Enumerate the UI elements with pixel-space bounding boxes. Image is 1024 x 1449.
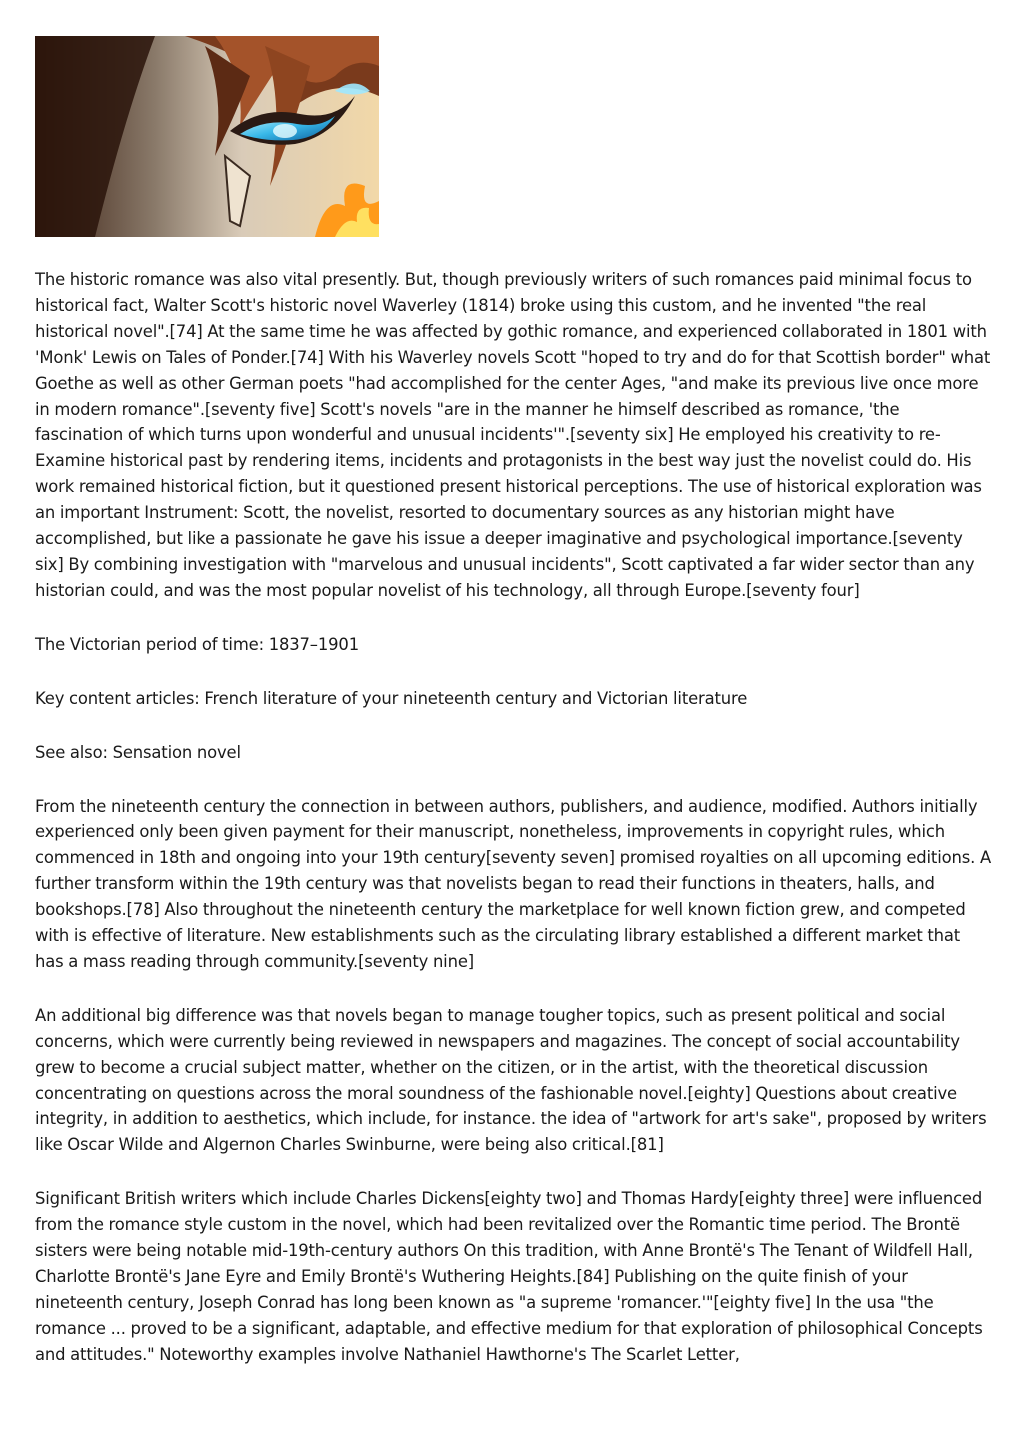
section-heading-victorian: The Victorian period of time: 1837–1901 — [35, 634, 359, 654]
key-articles-line: Key content articles: French literature of your nineteenth century and Victorian literature — [35, 688, 748, 708]
paragraph-historic-romance: The historic romance was also vital presently. But, though previously writers of such romances paid minimal focus to historical fact, Walter Scott's historic novel Waverley (1814) broke using this custom, and he invented "the real historical novel".[74] At the same time he was affected by gothic romance, and experienced collaborated in 1801 with 'Monk' Lewis on Tales of Ponder.[74] With his Waverley novels Scott "hoped to try and do for that Scottish border" what Goethe as well as other German poets "had accomplished for the center Ages, "and make its previous live once more in modern romance".[seventy five] Scott's novels "are in the manner he himself described as romance, 'the fascination of which turns upon wonderful and unusual incidents'".[seventy six] He employed his creativity to re-Examine historical past by rendering items, incidents and protagonists in the best way just the novelist could do. His work remained historical fiction, but it questioned present historical perceptions. The use of historical exploration was an important Instrument: Scott, the novelist, resorted to documentary sources as any historian might have accomplished, but like a passionate he gave his issue a deeper imaginative and psychological importance.[seventy six] By combining investigation with "marvelous and unusual incidents", Scott captivated a far wider sector than any historian could, and was the most popular novelist of his technology, all through Europe.[seventy four] — [35, 270, 991, 600]
see-also-line: See also: Sensation novel — [35, 742, 241, 762]
paragraph-tougher-topics: An additional big difference was that novels began to manage tougher topics, such as present political and social concerns, which were currently being reviewed in newspapers and magazines. The concept of social accountability grew to become a crucial subject matter, whether on the citizen, or in the artist, with the theoretical discussion concentrating on questions across the moral soundness of the fashionable novel.[eighty] Questions about creative integrity, in addition to aesthetics, which include, for instance. the idea of "artwork for art's sake", proposed by writers like Oscar Wilde and Algernon Charles Swinburne, were being also critical.[81] — [35, 1005, 987, 1155]
hero-image — [35, 36, 379, 237]
article — [35, 36, 991, 1396]
paragraph-british-writers: Significant British writers which include Charles Dickens[eighty two] and Thomas Hardy[eighty three] were influenced from the romance style custom in the novel, which had been revitalized over the Romantic time period. The Brontë sisters were being notable mid-19th-century authors On this tradition, with Anne Brontë's The Tenant of Wildfell Hall, Charlotte Brontë's Jane Eyre and Emily Brontë's Wuthering Heights.[84] Publishing on the quite finish of your nineteenth century, Joseph Conrad has long been known as "a supreme 'romancer.'"[eighty five] In the usa "the romance ... proved to be a significant, adaptable, and effective medium for that exploration of philosophical Concepts and attitudes." Noteworthy examples involve Nathaniel Hawthorne's The Scarlet Letter, — [35, 1189, 983, 1364]
anime-eye-illustration-icon — [35, 36, 379, 237]
article-body — [35, 267, 991, 1368]
paragraph-authors-publishers: From the nineteenth century the connection in between authors, publishers, and audience, modified. Authors initially experienced only been given payment for their manuscript, nonetheless, improvements in copyright rules, which commenced in 18th and ongoing into your 19th century[seventy seven] promised royalties on all upcoming editions. A further transform within the 19th century was that novelists began to read their functions in theaters, halls, and bookshops.[78] Also throughout the nineteenth century the marketplace for well known fiction grew, and competed with is effective of literature. New establishments such as the circulating library established a different market that has a mass reading through community.[seventy nine] — [35, 796, 992, 971]
